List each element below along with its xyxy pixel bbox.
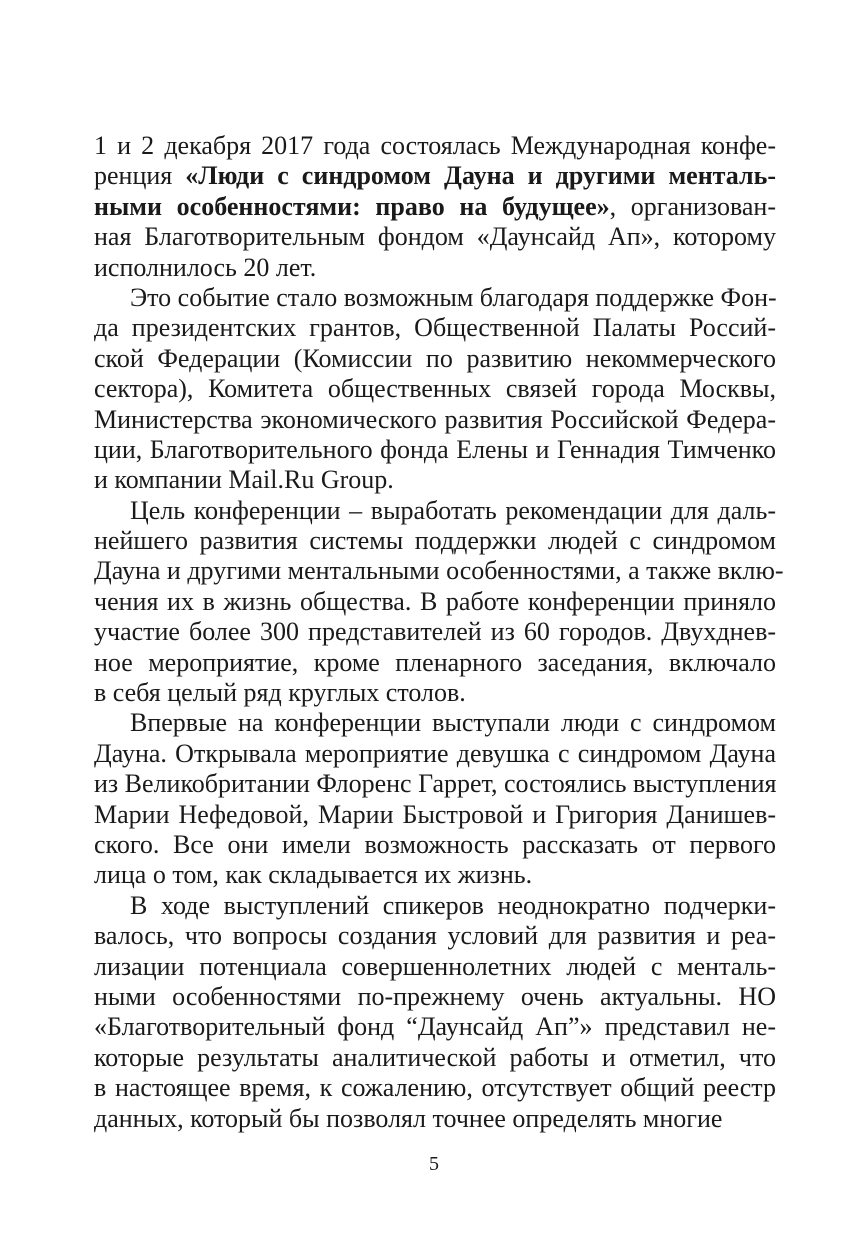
text-run: да президентских грантов, Общественной Палаты Россий- bbox=[94, 313, 776, 343]
text-line bbox=[94, 648, 776, 678]
text-run: которые результаты аналитической работы и отметил, что bbox=[94, 1042, 776, 1072]
paragraph bbox=[94, 891, 776, 1134]
page-number: 5 bbox=[429, 1153, 439, 1175]
text-line bbox=[94, 253, 776, 283]
text-line bbox=[94, 283, 776, 313]
text-line bbox=[94, 739, 776, 769]
text-run: Дауна и другими ментальными особенностями, а также вклю- bbox=[94, 556, 784, 586]
text-line bbox=[94, 161, 776, 191]
paragraph bbox=[94, 495, 784, 709]
text-line bbox=[94, 800, 776, 830]
text-run: в настоящее время, к сожалению, отсутствует общий реестр bbox=[94, 1073, 776, 1103]
text-line bbox=[94, 1073, 776, 1103]
text-run: сектора), Комитета общественных связей города Москвы, bbox=[94, 374, 776, 404]
text-run: «Благотворительный фонд “Даунсайд Ап”» представил не- bbox=[94, 1012, 776, 1042]
body-text bbox=[94, 131, 784, 1134]
text-line bbox=[94, 465, 776, 495]
text-run: нейшего развития системы поддержки людей с синдромом bbox=[94, 526, 776, 556]
text-run: ции, Благотворительного фонда Елены и Геннадия Тимченко bbox=[94, 434, 776, 464]
text-line bbox=[94, 587, 776, 617]
text-line bbox=[94, 222, 776, 252]
text-line bbox=[94, 313, 776, 343]
text-line bbox=[94, 982, 776, 1012]
text-run: Цель конференции – выработать рекомендации для даль- bbox=[130, 495, 776, 525]
text-run: ской Федерации (Комиссии по развитию некоммерческого bbox=[94, 343, 776, 373]
text-line bbox=[94, 131, 776, 161]
text-line bbox=[94, 952, 776, 982]
text-run: лизации потенциала совершеннолетних людей с менталь- bbox=[94, 951, 776, 981]
text-run: валось, что вопросы создания условий для развития и реа- bbox=[94, 921, 776, 951]
text-line bbox=[94, 891, 776, 921]
paragraph bbox=[94, 283, 776, 496]
text-run: ренция bbox=[94, 161, 186, 191]
text-run: и компании Mail.Ru Group. bbox=[94, 465, 394, 495]
text-run: ная Благотворительным фондом «Даунсайд Ап», которому bbox=[94, 222, 776, 252]
text-run: В ходе выступлений спикеров неоднократно подчерки- bbox=[130, 890, 776, 920]
bold-text-run: ными особенностями: право на будущее» bbox=[94, 191, 610, 221]
text-line bbox=[94, 830, 776, 860]
text-run: данных, который бы позволял точнее определять многие bbox=[94, 1103, 723, 1133]
text-line bbox=[94, 708, 776, 738]
text-run: 1 и 2 декабря 2017 года состоялась Международная конфе- bbox=[94, 131, 776, 160]
text-line bbox=[94, 1104, 776, 1134]
text-run: чения их в жизнь общества. В работе конференции приняло bbox=[94, 586, 776, 616]
text-line bbox=[94, 556, 784, 586]
text-line bbox=[94, 344, 776, 374]
text-run: лица о том, как складывается их жизнь. bbox=[94, 860, 533, 890]
text-line bbox=[94, 1012, 776, 1042]
text-line bbox=[94, 921, 776, 951]
text-line bbox=[94, 860, 776, 890]
text-line bbox=[94, 769, 776, 799]
text-run: участие более 300 представителей из 60 городов. Двухднев- bbox=[94, 617, 776, 647]
text-line bbox=[94, 374, 776, 404]
text-line bbox=[94, 435, 776, 465]
text-run: в себя целый ряд круглых столов. bbox=[94, 678, 466, 708]
text-run: , организован- bbox=[609, 191, 776, 221]
text-run: ное мероприятие, кроме пленарного заседания, включало bbox=[94, 647, 776, 677]
text-run: из Великобритании Флоренс Гаррет, состоялись выступления bbox=[94, 769, 777, 799]
text-run: исполнилось 20 лет. bbox=[94, 252, 317, 282]
text-line bbox=[94, 405, 776, 435]
bold-text-run: «Люди с синдромом Дауна и другими менталь- bbox=[185, 161, 776, 191]
text-line bbox=[94, 192, 776, 222]
text-run: Впервые на конференции выступали люди с синдромом bbox=[130, 708, 776, 738]
text-run: Марии Нефедовой, Марии Быстровой и Григория Данишев- bbox=[94, 799, 776, 829]
text-line bbox=[94, 678, 776, 708]
text-run: Министерства экономического развития Российской Федера- bbox=[94, 404, 776, 434]
text-line bbox=[94, 496, 776, 526]
text-line bbox=[94, 1043, 776, 1073]
text-run: Это событие стало возможным благодаря поддержке Фон- bbox=[130, 282, 777, 312]
text-line bbox=[94, 617, 776, 647]
text-run: Дауна. Открывала мероприятие девушка с синдромом Дауна bbox=[94, 738, 776, 768]
paragraph bbox=[94, 708, 776, 890]
text-line bbox=[94, 526, 776, 556]
paragraph bbox=[94, 131, 776, 283]
text-run: ского. Все они имели возможность рассказать от первого bbox=[94, 829, 776, 859]
text-run: ными особенностями по-прежнему очень актуальны. НО bbox=[94, 981, 776, 1011]
